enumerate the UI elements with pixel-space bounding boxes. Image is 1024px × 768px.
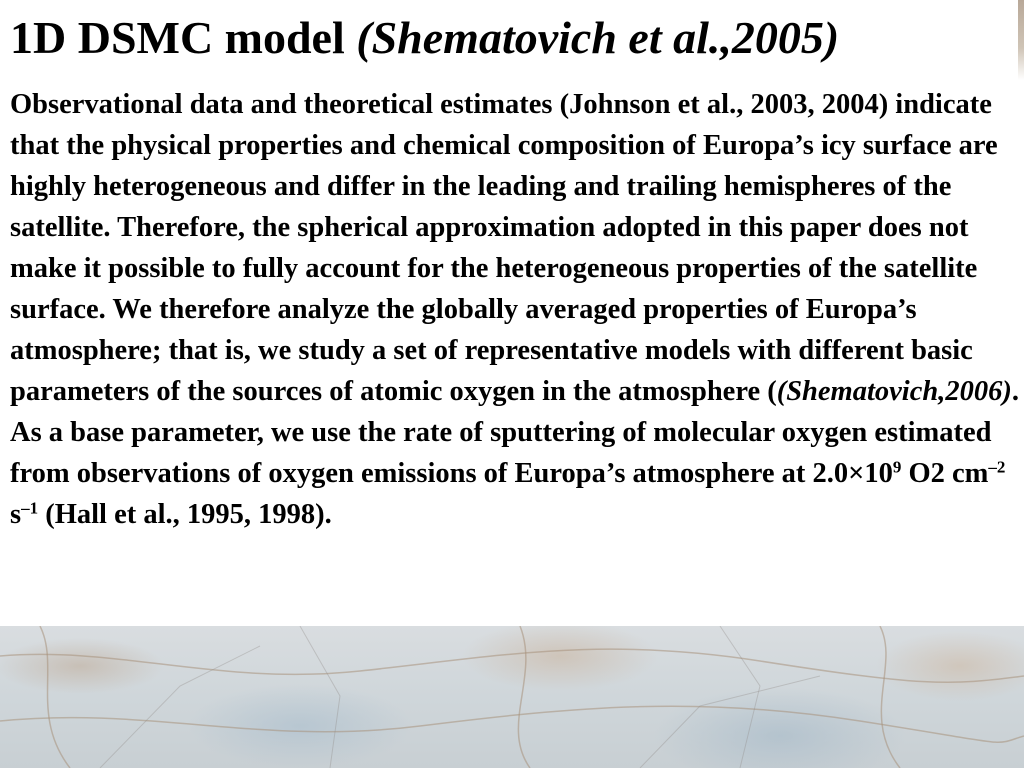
surface-lineae-decoration xyxy=(0,626,1024,768)
paragraph-part-5: (Hall et al., 1995, 1998). xyxy=(38,499,332,530)
title-citation: (Shematovich et al.,2005) xyxy=(356,12,840,63)
exponent-minus-2: –2 xyxy=(988,457,1006,477)
paragraph-part-1: Observational data and theoretical estimates (Johnson et al., 2003, 2004) indicate that the physical properties and chemical composition of Europa’s icy surface are highly heterogeneous and differ in the leading and trailing hemispheres of the satellite. Therefore, the spherical approximation adopted in this paper does not make it possible to fully account for the heterogeneous properties of the satellite surface. We therefore analyze the globally averaged properties of Europa’s atmosphere; that is, we study a set of representative models with different basic parameters of the sources of atomic oxygen in the atmosphere ( xyxy=(10,89,998,407)
paragraph-citation: (Shematovich,2006) xyxy=(776,376,1012,407)
paragraph-part-3: O2 cm xyxy=(901,458,989,489)
image-edge-fragment xyxy=(1018,0,1024,80)
europa-surface-image xyxy=(0,626,1024,768)
paragraph-part-4: s xyxy=(10,499,22,530)
exponent-minus-1: –1 xyxy=(21,498,39,518)
exponent-9: 9 xyxy=(892,457,902,477)
slide-title xyxy=(10,8,839,68)
body-paragraph xyxy=(10,84,1020,535)
title-main: 1D DSMC model xyxy=(10,12,357,63)
paragraph-part-2: . As a base parameter, we use the rate of sputtering of molecular oxygen estimated from observations of oxygen emissions of Europa’s atmosphere at 2.0×10 xyxy=(10,376,1019,489)
